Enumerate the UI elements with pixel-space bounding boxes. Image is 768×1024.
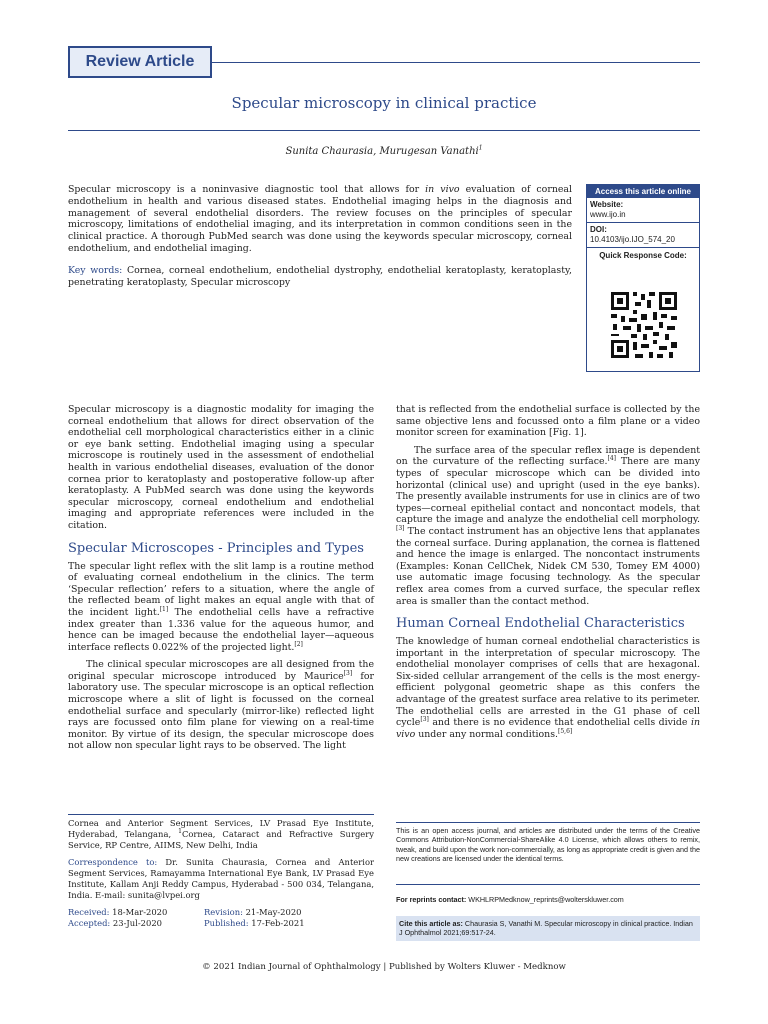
header-rule: [212, 62, 700, 63]
article-title: Specular microscopy in clinical practice: [231, 94, 537, 112]
body-column-2: [396, 404, 700, 740]
footnote-rule: [68, 814, 374, 815]
license-text: This is an open access journal, and articles are distributed under the terms of the Creative Commons Attribution-NonCommercial-ShareAlike 4.0 License, which allows others to remix, tweak, and build upon the work non-commercially, as long as appropriate credit is given and the new creations are licensed under the identical terms.: [396, 826, 700, 864]
website-link[interactable]: www.ijo.in: [590, 210, 626, 219]
keywords: Key words: Cornea, corneal endothelium, endothelial dystrophy, endothelial keratoplasty, keratoplasty, penetrating keratoplasty, Specular microscopy: [68, 264, 572, 288]
abstract: Specular microscopy is a noninvasive diagnostic tool that allows for in vivo evaluation of corneal endothelium in health and various diseased states. Endothelial imaging helps in the diagnosis and management of several endothelial disorders. The review focuses on the principles of specular microscopy, limitations of endothelial imaging, and its interpretation in common conditions seen in the clinical practice. A thorough PubMed search was done using the keywords specular microscopy, corneal endothelium, and endothelial imaging. Key words: Cornea, corneal endothelium, endothelial dystrophy, endothelial keratoplasty, keratoplasty, penetrating keratoplasty, Specular microscopy: [68, 184, 572, 288]
column2-paragraph-2: The surface area of the specular reflex image is dependent on the curvature of the reflecting surface.[4] There are many types of specular microscope which can be divided into horizontal (clinical use) and upright (used in the eye banks). The presently available instruments for use in clinics are of two types—corneal epithelial contact and noncontact models, that capture the image and analyze the endothelial cell morphology.[3] The contact instrument has an objective lens that applanates the corneal surface. During applanation, the cornea is flattened and hence the image is enlarged. The noncontact instruments (Examples: Konan CellChek, Nidek CM 530, Tomey EM 4000) use automatic image focusing technology. As the specular reflex area comes from a curved surface, the specular reflex area is smaller than the contact method.: [396, 444, 700, 607]
doi-row: DOI: 10.4103/ijo.IJO_574_20: [587, 223, 699, 248]
access-title: Access this article online: [587, 185, 699, 198]
license-rule-mid: [396, 884, 700, 885]
qr-label: Quick Response Code:: [599, 251, 687, 260]
section-heading-principles: Specular Microscopes - Principles and Types: [68, 540, 364, 556]
endothelial-paragraph: The knowledge of human corneal endothelial characteristics is important in the interpretation of specular microscopy. The endothelial monolayer comprises of cells that are hexagonal. Six-sided cellular arrangement of the cells is the most energy-efficient polygonal geometric shape as this confers the advantage of the greatest surface area relative to its perimeter. The endothelial cells are arrested in the G1 phase of cell cycle[3] and there is no evidence that endothelial cells divide in vivo under any normal conditions.[5,6]: [396, 636, 700, 740]
website-row: Website: www.ijo.in: [587, 198, 699, 223]
affiliation: Cornea and Anterior Segment Services, LV Prasad Eye Institute, Hyderabad, Telangana, $^1$Cornea, Cataract and Refractive Surgery Service, RP Centre, AIIMS, New Delhi, India: [68, 818, 374, 850]
reprints-contact: For reprints contact: WKHLRPMedknow_reprints@wolterskluwer.com: [396, 895, 624, 904]
cite-box: Cite this article as: Chaurasia S, Vanathi M. Specular microscopy in clinical practice. Indian J Ophthalmol 2021;69:517-24.: [396, 916, 700, 941]
footnotes: [68, 818, 374, 929]
authors: Sunita Chaurasia, Murugesan Vanathi$^1$: [285, 144, 483, 157]
dates-row-1: Received: 18-Mar-2020 Revision: 21-May-2020: [68, 907, 302, 917]
principles-paragraph-2: The clinical specular microscopes are all designed from the original specular microscope introduced by Maurice[3] for laboratory use. The specular microscope is an optical reflection microscope where a slit of light is focussed on the corneal endothelial surface and specularly (mirror-like) reflected light rays are focussed onto film plane for viewing on a real-time monitor. By virtue of its design, the specular microscope does not allow non specular light rays to be observed. The light: [68, 659, 374, 752]
correspondence: Correspondence to: Dr. Sunita Chaurasia, Cornea and Anterior Segment Services, Ramayamma International Eye Bank, LV Prasad Eye Institute, Kallam Anji Reddy Campus, Hyderabad - 500 034, Telangana, India. E-mail: sunita@lvpei.org: [68, 857, 374, 900]
principles-paragraph-1: The specular light reflex with the slit lamp is a routine method of evaluating corneal endothelium in the clinics. The term ‘Specular reflection’ refers to a situation, where the angle of the reflected beam of light makes an equal angle with that of the incident light.[1] The endothelial cells have a refractive index greater than 1.336 value for the aqueous humor, and hence can be imaged because the endothelial layer—aqueous interface reflects 0.022% of the projected light.[2]: [68, 560, 374, 653]
title-rule: [68, 130, 700, 131]
intro-paragraph: Specular microscopy is a diagnostic modality for imaging the corneal endothelium that allows for direct observation of the endothelial cell morphological characteristics either in a clinic or eye bank setting. Endothelial imaging using a specular microscope is routinely used in the assessment of endothelial health in various endothelial diseases, evaluation of the donor cornea prior to keratoplasty and postoperative follow-up after keratoplasty. A PubMed search was done using the keywords specular microscopy, corneal endothelium and endothelial imaging and appropriate references were included in the citation.: [68, 404, 374, 531]
column2-paragraph-1: that is reflected from the endothelial surface is collected by the same objective lens and focussed onto a film plane or a video monitor screen for examination [Fig. 1].: [396, 404, 700, 439]
doi-link[interactable]: 10.4103/ijo.IJO_574_20: [590, 235, 675, 244]
section-heading-endothelial: Human Corneal Endothelial Characteristics: [396, 616, 685, 632]
qr-code-icon[interactable]: [609, 290, 679, 360]
body-column-1: [68, 404, 374, 752]
article-type-badge: Review Article: [68, 46, 212, 78]
dates-row-2: Accepted: 23-Jul-2020 Published: 17-Feb-2021: [68, 918, 305, 928]
license-rule-top: [396, 822, 700, 823]
page-footer: © 2021 Indian Journal of Ophthalmology | Published by Wolters Kluwer - Medknow: [202, 962, 566, 972]
